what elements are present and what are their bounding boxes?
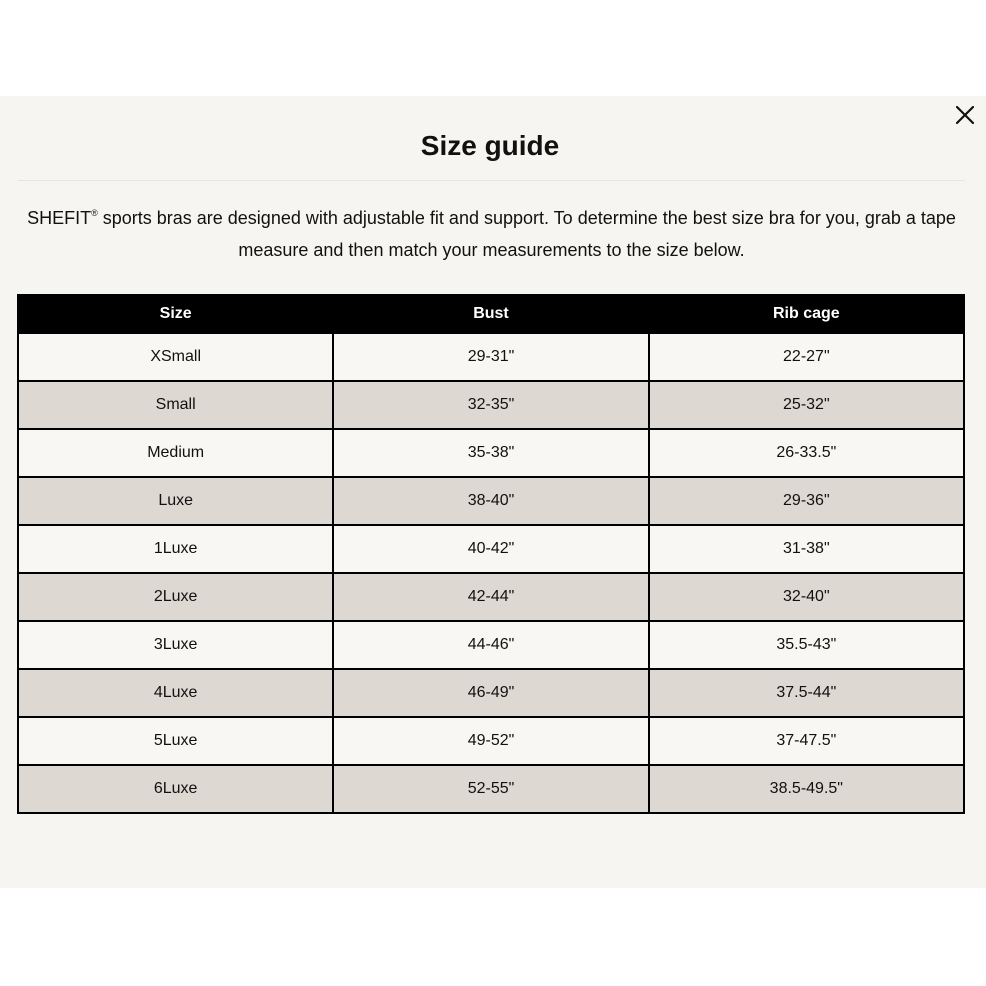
intro-text: sports bras are designed with adjustable fit and support. To determine the best size bra for you, grab a tape measure and then match your measurements to the size below. (97, 208, 956, 260)
cell-size: 5Luxe (18, 717, 333, 765)
cell-size: Medium (18, 429, 333, 477)
cell-bust: 44-46" (333, 621, 648, 669)
header-rib-cage: Rib cage (649, 295, 964, 333)
table-row (18, 621, 964, 669)
cell-rib-cage: 29-36" (649, 477, 964, 525)
close-icon (952, 102, 978, 128)
table-row (18, 573, 964, 621)
cell-bust: 46-49" (333, 669, 648, 717)
table-row (18, 333, 964, 381)
table-row (18, 381, 964, 429)
cell-bust: 52-55" (333, 765, 648, 813)
registered-mark: ® (91, 208, 98, 218)
table-header-row (18, 295, 964, 333)
cell-rib-cage: 26-33.5" (649, 429, 964, 477)
cell-bust: 35-38" (333, 429, 648, 477)
table-row (18, 765, 964, 813)
cell-rib-cage: 35.5-43" (649, 621, 964, 669)
table-row (18, 429, 964, 477)
cell-size: XSmall (18, 333, 333, 381)
cell-bust: 40-42" (333, 525, 648, 573)
table-row (18, 717, 964, 765)
cell-bust: 42-44" (333, 573, 648, 621)
brand-name: SHEFIT (27, 208, 92, 228)
table-row (18, 669, 964, 717)
cell-rib-cage: 31-38" (649, 525, 964, 573)
modal-title: Size guide (420, 130, 560, 161)
cell-size: 1Luxe (18, 525, 333, 573)
intro-paragraph (18, 202, 965, 266)
cell-rib-cage: 22-27" (649, 333, 964, 381)
close-button[interactable] (952, 102, 978, 128)
cell-bust: 49-52" (333, 717, 648, 765)
cell-size: 4Luxe (18, 669, 333, 717)
cell-bust: 38-40" (333, 477, 648, 525)
table-row (18, 477, 964, 525)
cell-size: Small (18, 381, 333, 429)
table-row (18, 525, 964, 573)
cell-bust: 32-35" (333, 381, 648, 429)
title-divider (18, 180, 965, 181)
cell-size: Luxe (18, 477, 333, 525)
cell-rib-cage: 37.5-44" (649, 669, 964, 717)
cell-bust: 29-31" (333, 333, 648, 381)
cell-rib-cage: 38.5-49.5" (649, 765, 964, 813)
header-bust: Bust (333, 295, 648, 333)
cell-rib-cage: 37-47.5" (649, 717, 964, 765)
cell-size: 2Luxe (18, 573, 333, 621)
cell-size: 3Luxe (18, 621, 333, 669)
cell-rib-cage: 32-40" (649, 573, 964, 621)
cell-size: 6Luxe (18, 765, 333, 813)
header-size: Size (18, 295, 333, 333)
size-table (17, 294, 965, 814)
cell-rib-cage: 25-32" (649, 381, 964, 429)
